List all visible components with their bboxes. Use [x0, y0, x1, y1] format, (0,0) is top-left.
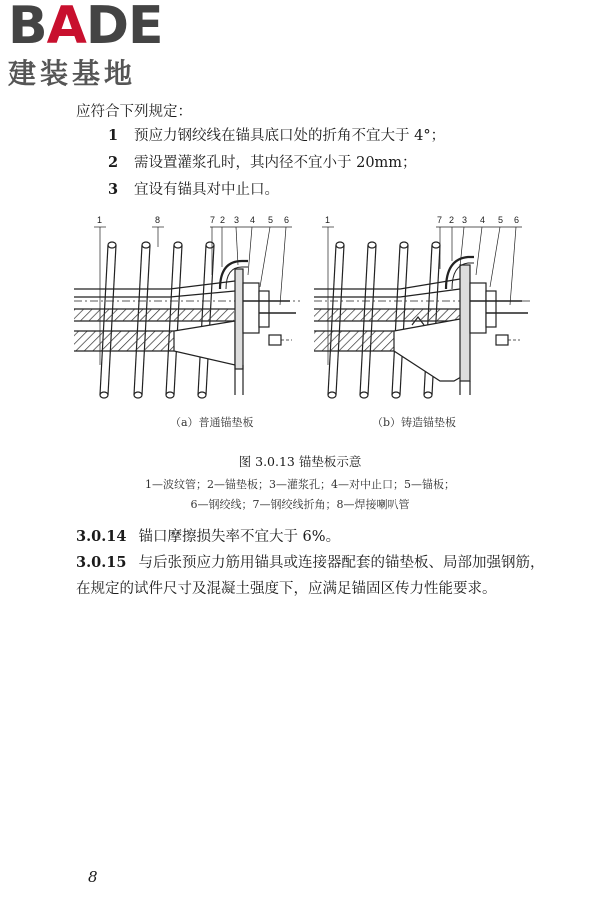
- callout-label: 7: [437, 215, 443, 225]
- drawing-cast-plate: [314, 227, 530, 398]
- figure-title: 图 3.0.13 锚垫板示意: [238, 454, 362, 469]
- callout-label: 7: [210, 215, 216, 225]
- requirement-list: [108, 122, 445, 203]
- callout-label: 4: [480, 215, 486, 225]
- figure-legend: 1—波纹管；2—锚垫板；3—灌浆孔；4—对中止口；5—锚板；: [145, 478, 455, 491]
- callout-label: 5: [268, 215, 274, 225]
- callout-label: 6: [284, 215, 290, 225]
- figure-legend: 6—钢绞线；7—钢绞线折角；8—焊接喇叭管: [190, 498, 410, 511]
- callout-label: 2: [449, 215, 455, 225]
- callout-label: 1: [97, 215, 103, 225]
- callout-label: 3: [234, 215, 240, 225]
- callout-label: 5: [498, 215, 504, 225]
- callout-label: 3: [462, 215, 468, 225]
- clause-number: 3.0.14: [76, 528, 127, 545]
- list-item: 2 需设置灌浆孔时，其内径不宜小于 20mm；: [108, 154, 417, 171]
- clause-number: 3.0.15: [76, 554, 127, 571]
- logo-chinese-text: 建装基地: [8, 57, 137, 90]
- callout-label: 2: [220, 215, 226, 225]
- subfigure-caption-a: （a）普通锚垫板: [170, 416, 254, 429]
- page-number: 8: [88, 868, 98, 886]
- callout-label: 6: [514, 215, 520, 225]
- callout-label: 4: [250, 215, 256, 225]
- intro-text: 应符合下列规定：: [76, 104, 192, 120]
- list-item: 1 预应力钢绞线在锚具底口处的折角不宜大于 4°；: [108, 127, 446, 144]
- clause-text: 锚口摩擦损失率不宜大于 6%。: [138, 529, 341, 545]
- callout-label: 1: [325, 215, 331, 225]
- clause-text: 与后张预应力筋用锚具或连接器配套的锚垫板、局部加强钢筋，在规定的试件尺寸及混凝土强度下，应满足锚固区传力性能要求。: [76, 555, 545, 597]
- logo: [6, 0, 186, 95]
- subfigure-caption-b: （b）铸造锚垫板: [372, 416, 457, 429]
- drawing-ordinary-plate: [74, 227, 300, 398]
- list-item: 3 宜设有锚具对中止口。: [108, 181, 279, 198]
- clause-3-0-14: [76, 524, 550, 550]
- callout-label: 8: [155, 215, 161, 225]
- anchor-plate-figure: [60, 205, 540, 445]
- clause-3-0-15: [76, 550, 550, 602]
- logo-wordmark: BADE: [8, 0, 163, 56]
